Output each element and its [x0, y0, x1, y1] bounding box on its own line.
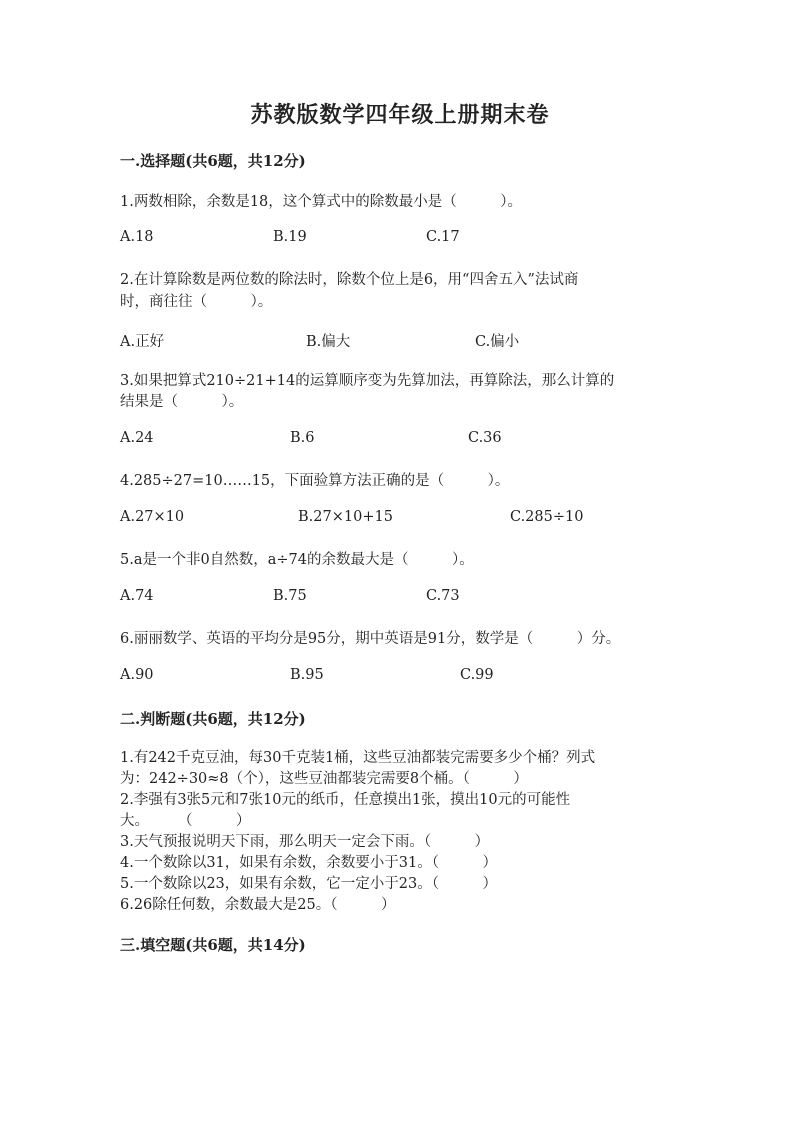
q5-option-a: A.74: [120, 588, 154, 604]
question-3-line-1: 3.如果把算式210÷21+14的运算顺序变为先算加法，再算除法，那么计算的: [120, 373, 615, 389]
question-4: 4.285÷27=10……15，下面验算方法正确的是（ ）。: [120, 473, 510, 489]
judgement-line-7: 5.一个数除以23，如果有余数，它一定小于23。（ ）: [120, 876, 497, 892]
q4-option-b: B.27×10+15: [298, 509, 393, 525]
q1-option-b: B.19: [273, 229, 307, 245]
question-5: 5.a是一个非0自然数，a÷74的余数最大是（ ）。: [120, 552, 474, 568]
page-title: 苏教版数学四年级上册期末卷: [250, 102, 550, 128]
judgement-line-8: 6.26除任何数，余数最大是25。（ ）: [120, 897, 396, 913]
q2-option-c: C.偏小: [475, 334, 520, 350]
question-3-line-2: 结果是（ ）。: [120, 394, 244, 410]
judgement-line-6: 4.一个数除以31，如果有余数，余数要小于31。（ ）: [120, 855, 497, 871]
q6-option-b: B.95: [290, 667, 324, 683]
judgement-line-3: 2.李强有3张5元和7张10元的纸币，任意摸出1张，摸出10元的可能性: [120, 792, 571, 808]
q6-option-c: C.99: [460, 667, 494, 683]
question-2-line-1: 2.在计算除数是两位数的除法时，除数个位上是6，用“四舍五入”法试商: [120, 272, 579, 288]
judgement-line-4: 大。 （ ）: [120, 813, 251, 829]
q5-option-b: B.75: [273, 588, 307, 604]
section-heading-fill-blank: 三.填空题(共6题，共14分): [120, 936, 306, 954]
q6-option-a: A.90: [120, 667, 154, 683]
section-heading-choice: 一.选择题(共6题，共12分): [120, 152, 306, 170]
q3-option-a: A.24: [120, 430, 154, 446]
question-2-line-2: 时，商往往（ ）。: [120, 294, 273, 310]
q3-option-b: B.6: [290, 430, 315, 446]
q2-option-a: A.正好: [120, 334, 165, 350]
q1-option-c: C.17: [426, 229, 460, 245]
q4-option-c: C.285÷10: [510, 509, 584, 525]
section-heading-judgement: 二.判断题(共6题，共12分): [120, 710, 306, 728]
q4-option-a: A.27×10: [120, 509, 185, 525]
q3-option-c: C.36: [468, 430, 502, 446]
q1-option-a: A.18: [120, 229, 154, 245]
judgement-line-2: 为：242÷30≈8（个），这些豆油都装完需要8个桶。（ ）: [120, 771, 528, 787]
question-1: 1.两数相除，余数是18，这个算式中的除数最小是（ ）。: [120, 194, 523, 210]
question-6: 6.丽丽数学、英语的平均分是95分，期中英语是91分，数学是（ ）分。: [120, 631, 621, 647]
judgement-line-5: 3.天气预报说明天下雨，那么明天一定会下雨。（ ）: [120, 834, 490, 850]
q5-option-c: C.73: [426, 588, 460, 604]
judgement-line-1: 1.有242千克豆油，每30千克装1桶，这些豆油都装完需要多少个桶？列式: [120, 750, 596, 766]
q2-option-b: B.偏大: [306, 334, 351, 350]
